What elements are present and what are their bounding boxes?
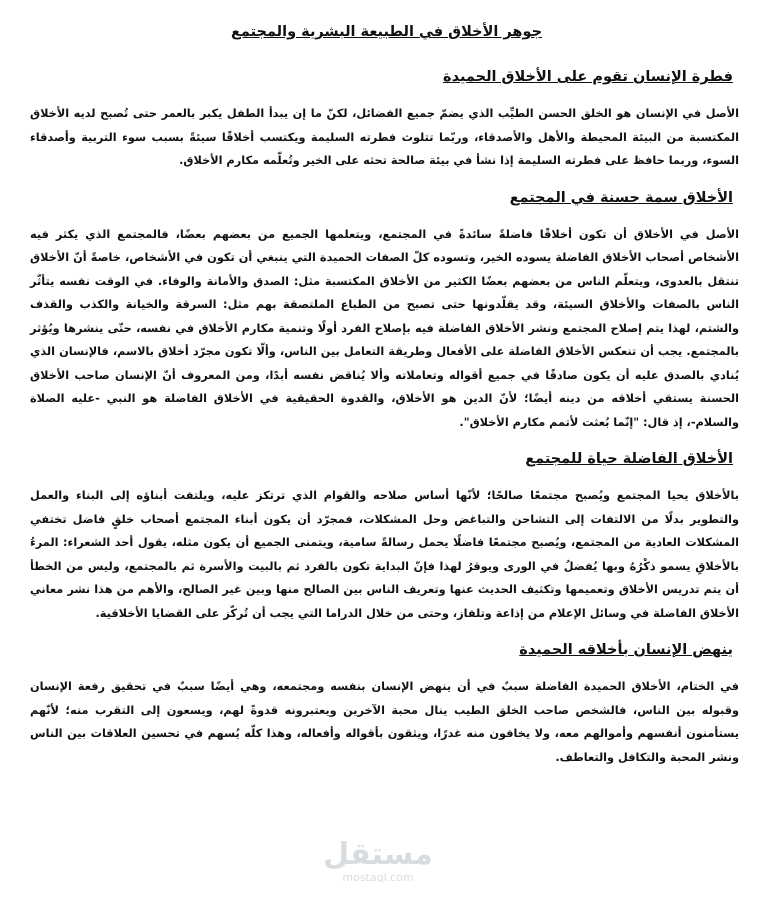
section-paragraph: الأصل في الإنسان هو الخلق الحسن الطيِّب الذي يضمّ جميع الفضائل، لكنّ ما إن يبدأ الطفل يكبر بالعمر حتى تُصبح لديه الأخلاق المكتسبة من البيئة المحيطة والأهل والأصدقاء، وربّما تتلوث فطرته السليمة ويكتسب أخلاقًا سيئةً بسبب سوء التربية وأصدقاء السوء، وربما حافظ على فطرته السليمة إذا نشأ في بيئة صالحة تحثه على الخير وتُعلّمه مكارم الأخلاق. <box>30 107 739 167</box>
document <box>30 18 743 901</box>
section-heading: الأخلاق سمة حسنة في المجتمع <box>509 189 733 206</box>
section-paragraph: في الختام، الأخلاق الحميدة الفاضلة سببٌ في أن ينهض الإنسان بنفسه ومجتمعه، وهي أيضًا سببٌ في تحقيق رفعة الإنسان وقبوله بين الناس، فالشخص صاحب الخلق الطيب ينال محبة الآخرين ويعتبرونه قدوةً لهم، ويسعون إلى التقرب منه؛ لأنّهم يستأمنون أنفسهم وأموالهم معه، ولا يخافون منه غدرًا، ويثقون بأقواله وأفعاله، وهذا كلّه يُسهم في تحسين العلاقات بين الناس ونشر المحبة والتكافل والتعاطف. <box>30 680 739 764</box>
section-4 <box>30 639 743 769</box>
section-heading: الأخلاق الفاضلة حياة للمجتمع <box>525 451 733 467</box>
section-3 <box>30 448 743 625</box>
section-heading: ينهض الإنسان بأخلاقه الحميدة <box>519 642 733 658</box>
section-heading: فطرة الإنسان تقوم على الأخلاق الحميدة <box>443 69 733 85</box>
section-paragraph: بالأخلاق يحيا المجتمع ويُصبح مجتمعًا صالحًا؛ لأنّها أساس صلاحه والقوام الذي ترتكز عليه، ويلتفت أبناؤه إلى البناء والعمل والتطوير بدلًا من الالتفات إلى التشاحن والتباغض وحل المشكلات، فمجرّد أن يكون أبناء المجتمع أصحاب خلقٍ فاضل تختفي المشكلات العادية من المجتمع، ويُصبح مجتمعًا فاضلًا يحمل رسالةً سامية، ويتمنى الجميع أن يكون مثله، يقول أحد الشعراء: المرءُ بالأخلاقِ يسمو ذكْرُهُ وبها يُفضلُ في الورى ويوقرُ لهذا فإنّ البداية تكون بالفرد ثم بالبيت والأسرة ثم بالمجتمع، وليس من الخطأ أن يتم تدريس الأخلاق وتعميمها وتكثيف الحديث عنها وتعريف الناس بين الصالح منها وبين غير الصالح، والأهم من هذا نشر معاني الأخلاق الفاضلة في وسائل الإعلام من إذاعة وتلفاز، وحتى من خلال الدراما التي يجب أن تُركّز على القضايا الأخلاقية. <box>30 489 739 620</box>
section-2 <box>30 187 743 435</box>
watermark-logo: مستقل <box>323 837 433 872</box>
section-paragraph: الأصل في الأخلاق أن تكون أخلاقًا فاضلةً سائدةً في المجتمع، ويتعلمها الجميع من بعضهم بعضًا، فالمجتمع الذي يكثر فيه الأشخاص أصحاب الأخلاق الفاضلة يسوده الخير، وتسوده كلّ الصفات الحميدة التي ينبغي أن تكون في الأشخاص، خاصةً أنّ الأخلاق تنتقل بالعدوى، ويتعلّم الناس من بعضهم بعضًا الكثير من الأخلاق المكتسبة مثل: الصدق والأمانة والوفاء. في الوقت نفسه يتأثّر الناس بالصفات والأخلاق السيئة، وقد يقلّدونها حتى تصبح من الطباع الملتصقة بهم مثل: السرقة والخيانة والكذب والقذف والشتم، لهذا يتم إصلاح المجتمع ونشر الأخلاق الفاضلة فيه بإصلاح الفرد أولًا وتنمية مكارم الأخلاق في نفسه، حتّى ينشرها ويُؤثر بالمجتمع. يجب أن تنعكس الأخلاق الفاضلة على الأفعال وطريقة التعامل بين الناس، وألّا تكون مجرّد أخلاق بالاسم، فالإنسان الذي يُنادي بالصدق عليه أن يكون صادقًا في جميع أقواله وتعاملاته وألا يُناقض نفسه أبدًا، ومن المعروف أنّ الإنسان صاحب الأخلاق الحسنة يستقي أخلاقه من دينه أيضًا؛ لأنّ الدين هو الأخلاق، والقدوة الحقيقية في الأخلاق الفاضلة هو النبي -عليه الصلاة والسلام-، إذ قال: "إنّما بُعثت لأتمم مكارم الأخلاق". <box>30 227 739 429</box>
section-1 <box>30 66 743 173</box>
watermark-url: mostaql.com <box>342 871 414 884</box>
document-title: جوهر الأخلاق في الطبيعة البشرية والمجتمع <box>230 24 543 40</box>
